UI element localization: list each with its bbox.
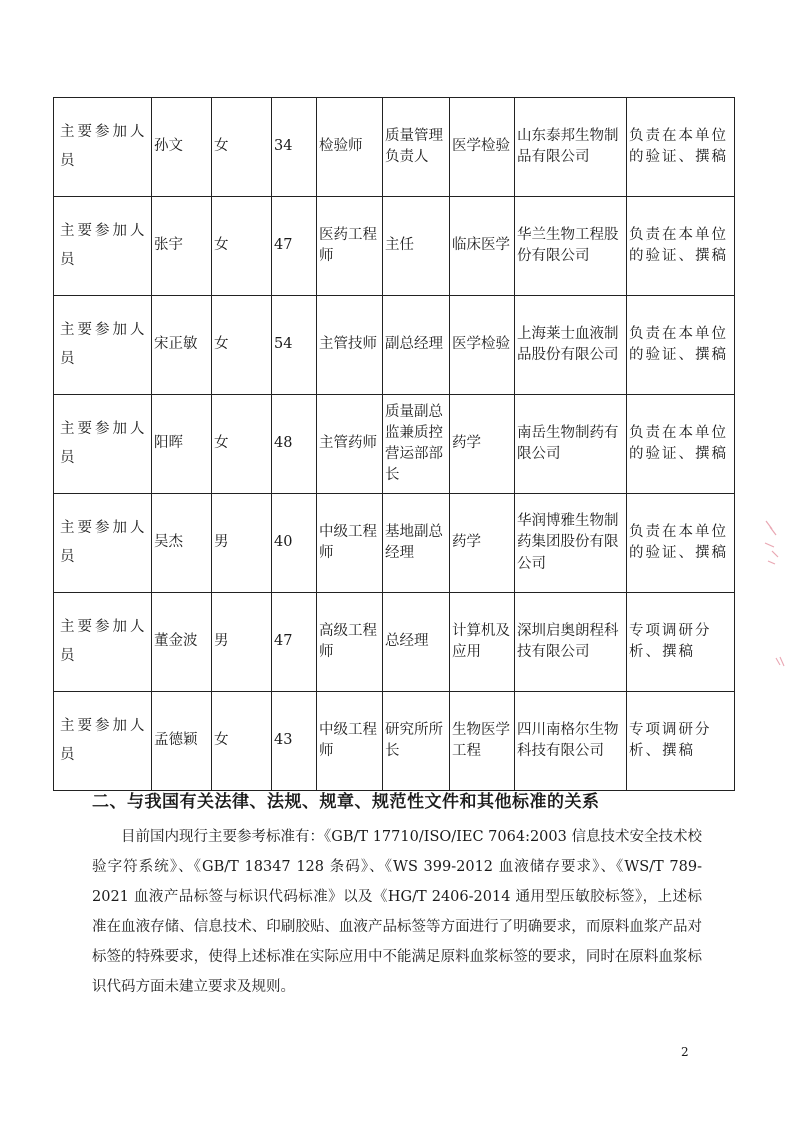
age-cell: 43 [272,692,317,791]
title-cell: 主管技师 [317,296,383,395]
name-cell: 张宇 [152,197,212,296]
role-cell: 主要参加人员 [54,494,152,593]
section-heading: 二、与我国有关法律、法规、规章、规范性文件和其他标准的关系 [92,792,600,812]
duty-cell: 负责在本单位的验证、撰稿 [627,197,735,296]
name-cell: 宋正敏 [152,296,212,395]
role-cell: 主要参加人员 [54,692,152,791]
age-cell: 40 [272,494,317,593]
page-number: 2 [681,1045,689,1059]
age-cell: 47 [272,197,317,296]
position-cell: 基地副总经理 [383,494,450,593]
major-cell: 生物医学工程 [450,692,515,791]
role-cell: 主要参加人员 [54,395,152,494]
table-row [54,296,735,395]
table-row [54,593,735,692]
title-cell: 医药工程师 [317,197,383,296]
title-cell: 中级工程师 [317,494,383,593]
name-cell: 吴杰 [152,494,212,593]
name-cell: 孟德颖 [152,692,212,791]
role-cell: 主要参加人员 [54,296,152,395]
title-cell: 检验师 [317,98,383,197]
gender-cell: 女 [212,692,272,791]
participants-table [53,97,735,791]
seal-stamp-fragment [762,517,784,567]
organization-cell: 华润博雅生物制药集团股份有限公司 [515,494,627,593]
title-cell: 中级工程师 [317,692,383,791]
position-cell: 质量副总监兼质控营运部部长 [383,395,450,494]
gender-cell: 男 [212,593,272,692]
gender-cell: 女 [212,296,272,395]
name-cell: 孙文 [152,98,212,197]
table-row [54,692,735,791]
duty-cell: 负责在本单位的验证、撰稿 [627,494,735,593]
gender-cell: 女 [212,98,272,197]
table-row [54,197,735,296]
organization-cell: 深圳启奥朗程科技有限公司 [515,593,627,692]
duty-cell: 负责在本单位的验证、撰稿 [627,395,735,494]
name-cell: 阳晖 [152,395,212,494]
age-cell: 34 [272,98,317,197]
major-cell: 计算机及应用 [450,593,515,692]
major-cell: 医学检验 [450,98,515,197]
duty-cell: 专项调研分析、撰稿 [627,692,735,791]
table-row [54,494,735,593]
major-cell: 临床医学 [450,197,515,296]
position-cell: 质量管理负责人 [383,98,450,197]
age-cell: 48 [272,395,317,494]
organization-cell: 华兰生物工程股份有限公司 [515,197,627,296]
title-cell: 主管药师 [317,395,383,494]
position-cell: 研究所所长 [383,692,450,791]
major-cell: 医学检验 [450,296,515,395]
gender-cell: 男 [212,494,272,593]
title-cell: 高级工程师 [317,593,383,692]
gender-cell: 女 [212,395,272,494]
seal-stamp-fragment [774,655,786,669]
gender-cell: 女 [212,197,272,296]
section-body-paragraph: 目前国内现行主要参考标准有：《GB/T 17710/ISO/IEC 7064:2003 信息技术安全技术校验字符系统》、《GB/T 18347 128 条码》、《WS 399-2012 血液储存要求》、《WS/T 789-2021 血液产品标签与标识代码标准》以及《HG/T 2406-2014 通用型压敏胶标签》，上述标准在血液存储、信息技术、印刷胶贴、血液产品标签等方面进行了明确要求，而原料血浆产品对标签的特殊要求，使得上述标准在实际应用中不能满足原料血浆标签的要求，同时在原料血浆标识代码方面未建立要求及规则。 [92,829,702,995]
role-cell: 主要参加人员 [54,593,152,692]
name-cell: 董金波 [152,593,212,692]
age-cell: 47 [272,593,317,692]
participants-table-body [54,98,735,791]
duty-cell: 负责在本单位的验证、撰稿 [627,296,735,395]
position-cell: 主任 [383,197,450,296]
duty-cell: 负责在本单位的验证、撰稿 [627,98,735,197]
organization-cell: 山东泰邦生物制品有限公司 [515,98,627,197]
table-row [54,395,735,494]
major-cell: 药学 [450,395,515,494]
table-row [54,98,735,197]
organization-cell: 上海莱士血液制品股份有限公司 [515,296,627,395]
organization-cell: 四川南格尔生物科技有限公司 [515,692,627,791]
duty-cell: 专项调研分析、撰稿 [627,593,735,692]
position-cell: 总经理 [383,593,450,692]
organization-cell: 南岳生物制药有限公司 [515,395,627,494]
major-cell: 药学 [450,494,515,593]
role-cell: 主要参加人员 [54,197,152,296]
age-cell: 54 [272,296,317,395]
position-cell: 副总经理 [383,296,450,395]
role-cell: 主要参加人员 [54,98,152,197]
